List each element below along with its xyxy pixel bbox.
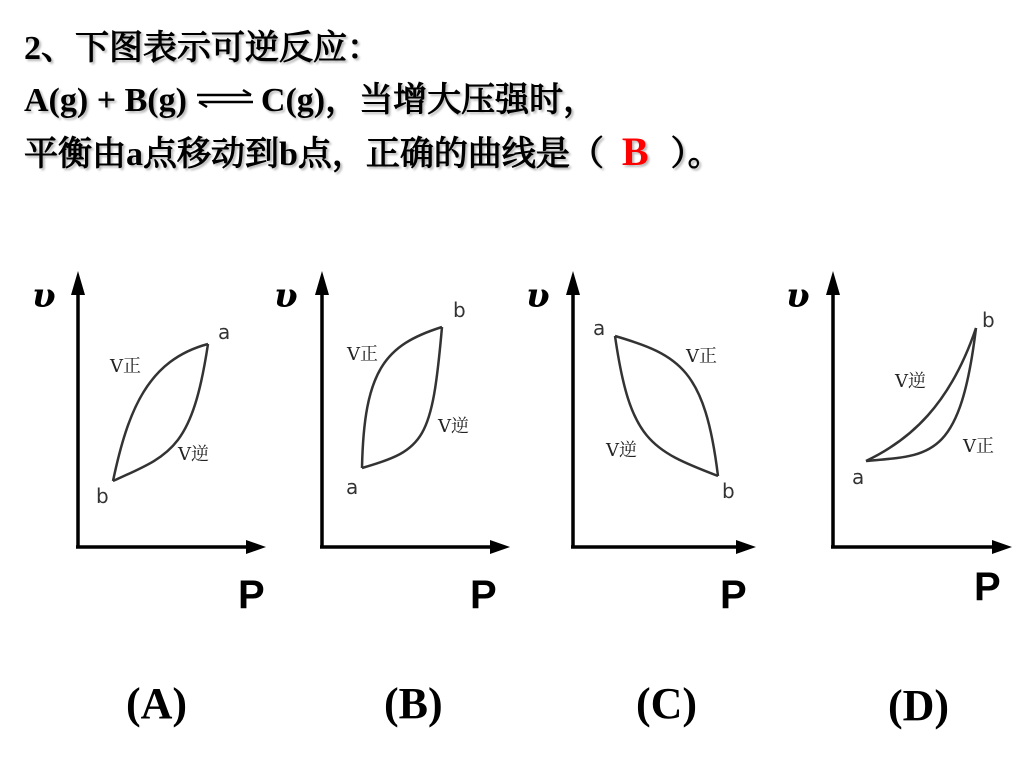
panel-b-y-arrow-icon	[315, 271, 329, 295]
question-title: 2、下图表示可逆反应：	[24, 30, 381, 67]
panel-b-lower-point: a	[346, 475, 359, 499]
panel-d-option-label: (D)	[888, 681, 950, 730]
question-part-1: 平衡由	[24, 134, 126, 174]
panel-c-x-arrow-icon	[736, 540, 756, 554]
panel-a-option-label: (A)	[126, 679, 188, 728]
panel-d-upper-point: b	[982, 308, 995, 332]
panel-c-y-arrow-icon	[566, 271, 580, 295]
panel-a-x-label: P	[238, 573, 265, 617]
panel-b-y-label: υ	[274, 276, 298, 316]
panel-c	[526, 271, 756, 728]
panel-a-upper-curve-label: V正	[110, 356, 141, 377]
panel-d-lower-point: a	[852, 465, 865, 489]
panel-c-upper-point: a	[593, 316, 606, 340]
panel-a	[32, 271, 266, 728]
panel-a-x-arrow-icon	[246, 540, 266, 554]
panel-a-y-label: υ	[32, 276, 56, 316]
question-end: ）。	[670, 134, 722, 174]
panel-a-upper-point: a	[218, 320, 231, 344]
panel-a-lower-point: b	[96, 484, 109, 508]
panel-c-lower-point: b	[722, 479, 735, 503]
panel-c-upper-curve-label: V正	[686, 346, 717, 367]
panel-d-y-arrow-icon	[826, 271, 840, 295]
panel-c-x-label: P	[720, 573, 747, 617]
panel-b-lower-curve-label: V逆	[438, 416, 469, 437]
panel-d-x-arrow-icon	[992, 540, 1012, 554]
panel-b	[274, 271, 510, 728]
question-point-b: b	[279, 136, 298, 173]
panel-d	[786, 271, 1012, 730]
panel-d-lower-curve-label: V正	[963, 436, 994, 457]
panel-b-upper-point: b	[453, 298, 466, 322]
panel-c-lower-curve-label: V逆	[606, 440, 637, 461]
question-part-3: 点，正确的曲线是（	[297, 134, 604, 174]
question-point-a: a	[126, 136, 143, 173]
panel-d-x-label: P	[974, 565, 1001, 609]
panel-d-upper-curve-label: V逆	[895, 371, 926, 392]
equation-left: A(g) + B(g)	[24, 82, 187, 119]
panel-c-option-label: (C)	[636, 679, 698, 728]
panel-b-x-arrow-icon	[490, 540, 510, 554]
answer-letter: B	[621, 129, 649, 174]
panel-b-upper-curve-label: V正	[347, 344, 378, 365]
panel-a-y-arrow-icon	[71, 271, 85, 295]
equation-tail: ，当增大压强时，	[325, 80, 598, 120]
question-part-2: 点移动到	[143, 134, 279, 174]
panel-a-lower-curve-label: V逆	[178, 444, 209, 465]
panel-d-upper-curve	[866, 328, 976, 461]
panel-d-y-label: υ	[786, 276, 810, 316]
panel-c-y-label: υ	[526, 276, 550, 316]
equation-right: C(g)	[260, 82, 326, 119]
panel-b-x-label: P	[470, 573, 497, 617]
panel-b-option-label: (B)	[384, 679, 443, 728]
panel-d-lower-curve	[866, 328, 976, 461]
